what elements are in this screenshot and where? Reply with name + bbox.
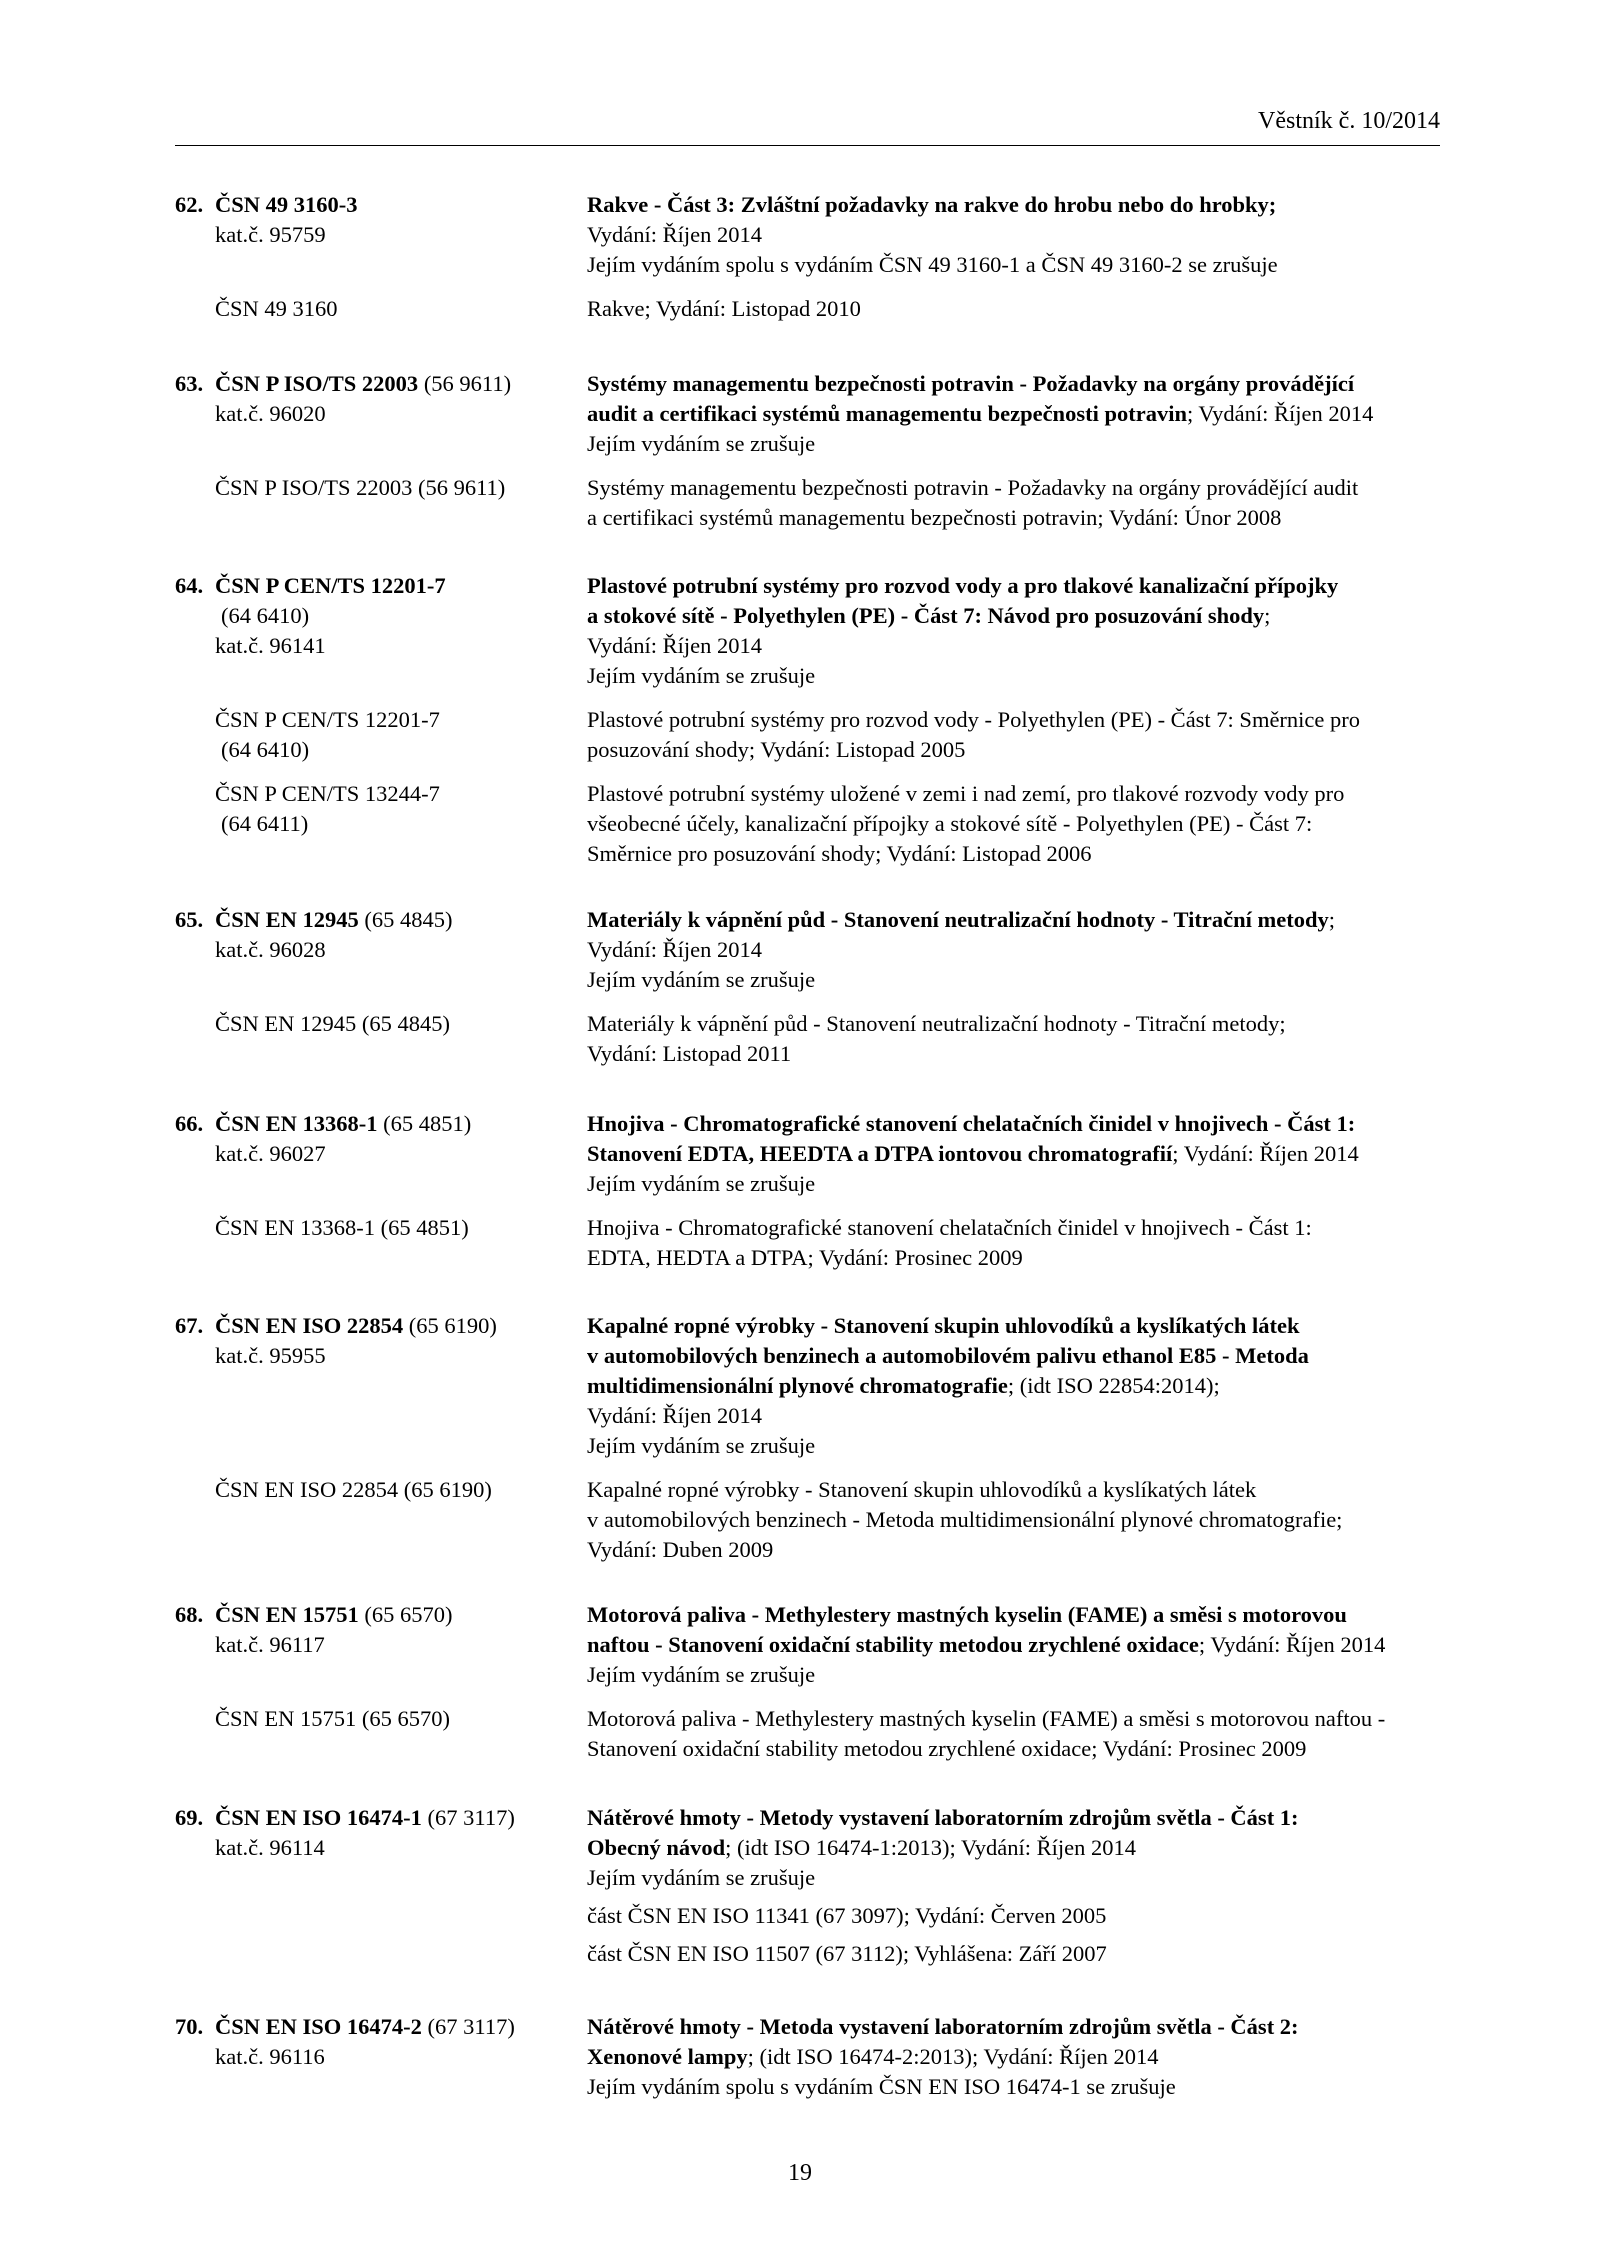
class-number: (67 3117) bbox=[421, 2014, 515, 2039]
entry-69 bbox=[175, 1803, 1440, 1969]
standard-code: ČSN EN 15751 bbox=[215, 1602, 359, 1627]
standard-title-line: multidimensionální plynové chromatografie bbox=[587, 1373, 1008, 1398]
replaced-code: ČSN EN 13368-1 (65 4851) bbox=[215, 1215, 469, 1240]
catalog-number: kat.č. 96141 bbox=[215, 633, 326, 658]
entry-number: 66. bbox=[175, 1111, 204, 1136]
replaced-code: ČSN EN ISO 22854 (65 6190) bbox=[215, 1477, 492, 1502]
entry-63 bbox=[175, 369, 1440, 533]
withdrawal-note: Jejím vydáním se zrušuje bbox=[587, 1662, 816, 1687]
standard-title-line: audit a certifikaci systémů managementu bezpečnosti potravin bbox=[587, 401, 1187, 426]
entry-number: 69. bbox=[175, 1805, 204, 1830]
withdrawal-note: Jejím vydáním se zrušuje bbox=[587, 431, 816, 456]
catalog-number: kat.č. 96114 bbox=[215, 1835, 325, 1860]
standard-code: ČSN EN 12945 bbox=[215, 907, 359, 932]
standard-title-line: Xenonové lampy bbox=[587, 2044, 748, 2069]
replaced-code: ČSN 49 3160 bbox=[215, 296, 338, 321]
entry-65 bbox=[175, 905, 1440, 1069]
issue-date: Vydání: Říjen 2014 bbox=[587, 222, 762, 247]
standard-code: ČSN EN ISO 16474-2 bbox=[215, 2014, 422, 2039]
catalog-number: kat.č. 96028 bbox=[215, 937, 326, 962]
standard-title-line: Obecný návod bbox=[587, 1835, 726, 1860]
standard-title-line: Kapalné ropné výrobky - Stanovení skupin uhlovodíků a kyslíkatých látek bbox=[587, 1313, 1300, 1338]
catalog-number: kat.č. 96117 bbox=[215, 1632, 325, 1657]
standard-title-line: Nátěrové hmoty - Metoda vystavení laboratorním zdrojům světla - Část 2: bbox=[587, 2014, 1299, 2039]
replaced-title-line: Vydání: Duben 2009 bbox=[587, 1537, 774, 1562]
withdrawal-note: Jejím vydáním se zrušuje bbox=[587, 663, 816, 688]
replaced-part: část ČSN EN ISO 11507 (67 3112); Vyhlášena: Září 2007 bbox=[587, 1941, 1107, 1966]
replaced-title-line: Materiály k vápnění půd - Stanovení neutralizační hodnoty - Titrační metody; bbox=[587, 1011, 1286, 1036]
class-number: (65 4845) bbox=[358, 907, 453, 932]
standard-title-line: Systémy managementu bezpečnosti potravin - Požadavky na orgány provádějící bbox=[587, 371, 1355, 396]
entry-64 bbox=[175, 571, 1440, 869]
entry-67 bbox=[175, 1311, 1440, 1565]
replaced-title-line: všeobecné účely, kanalizační přípojky a stokové sítě - Polyethylen (PE) - Část 7: bbox=[587, 811, 1313, 836]
entry-number: 64. bbox=[175, 573, 204, 598]
replaced-title-line: Motorová paliva - Methylestery mastných kyselin (FAME) a směsi s motorovou naftou - bbox=[587, 1706, 1386, 1731]
replaced-title-line: Systémy managementu bezpečnosti potravin - Požadavky na orgány provádějící audit bbox=[587, 475, 1359, 500]
entry-62 bbox=[175, 190, 1440, 324]
catalog-number: kat.č. 95759 bbox=[215, 222, 326, 247]
catalog-number: kat.č. 96116 bbox=[215, 2044, 325, 2069]
replaced-title-line: Plastové potrubní systémy uložené v zemi i nad zemí, pro tlakové rozvody vody pro bbox=[587, 781, 1345, 806]
replaced-class-number: (64 6411) bbox=[221, 811, 309, 836]
page-number: 19 bbox=[788, 2160, 812, 2186]
standard-title-line: a stokové sítě - Polyethylen (PE) - Část 7: Návod pro posuzování shody bbox=[587, 603, 1265, 628]
standard-title-line: Materiály k vápnění půd - Stanovení neutralizační hodnoty - Titrační metody bbox=[587, 907, 1329, 932]
standard-title-line: Motorová paliva - Methylestery mastných kyselin (FAME) a směsi s motorovou bbox=[587, 1602, 1347, 1627]
standard-title: Rakve - Část 3: Zvláštní požadavky na rakve do hrobu nebo do hrobky; bbox=[587, 192, 1277, 217]
issue-date: Vydání: Říjen 2014 bbox=[587, 1403, 762, 1428]
replaced-title-line: Plastové potrubní systémy pro rozvod vody - Polyethylen (PE) - Část 7: Směrnice pro bbox=[587, 707, 1361, 732]
journal-header: Věstník č. 10/2014 bbox=[1258, 108, 1440, 134]
title-tail: ; (idt ISO 22854:2014); bbox=[1007, 1373, 1220, 1398]
withdrawal-note: Jejím vydáním se zrušuje bbox=[587, 1865, 816, 1890]
replaced-code: ČSN EN 15751 (65 6570) bbox=[215, 1706, 450, 1731]
class-number: (64 6410) bbox=[221, 603, 310, 628]
class-number: (65 6570) bbox=[358, 1602, 453, 1627]
catalog-number: kat.č. 96027 bbox=[215, 1141, 326, 1166]
issue-date: ; Vydání: Říjen 2014 bbox=[1172, 1141, 1359, 1166]
replaced-class-number: (64 6410) bbox=[221, 737, 310, 762]
replaced-title-line: posuzování shody; Vydání: Listopad 2005 bbox=[587, 737, 966, 762]
replaced-title-line: Vydání: Listopad 2011 bbox=[587, 1041, 792, 1066]
replaced-title: Rakve; Vydání: Listopad 2010 bbox=[587, 296, 861, 321]
replaced-title-line: v automobilových benzinech - Metoda multidimensionální plynové chromatografie; bbox=[587, 1507, 1343, 1532]
withdrawal-note: Jejím vydáním spolu s vydáním ČSN EN ISO 16474-1 se zrušuje bbox=[587, 2074, 1176, 2099]
replaced-title-line: EDTA, HEDTA a DTPA; Vydání: Prosinec 2009 bbox=[587, 1245, 1023, 1270]
standard-title-line: Plastové potrubní systémy pro rozvod vody a pro tlakové kanalizační přípojky bbox=[587, 573, 1339, 598]
issue-date: ; (idt ISO 16474-2:2013); Vydání: Říjen 2014 bbox=[747, 2044, 1159, 2069]
replaced-code: ČSN P ISO/TS 22003 (56 9611) bbox=[215, 475, 506, 500]
replaced-title-line: Hnojiva - Chromatografické stanovení chelatačních činidel v hnojivech - Část 1: bbox=[587, 1215, 1312, 1240]
class-number: (56 9611) bbox=[418, 371, 512, 396]
replaced-code: ČSN P CEN/TS 12201-7 bbox=[215, 707, 440, 732]
catalog-number: kat.č. 95955 bbox=[215, 1343, 326, 1368]
standard-title-line: Stanovení EDTA, HEEDTA a DTPA iontovou chromatografií bbox=[587, 1141, 1173, 1166]
entry-number: 65. bbox=[175, 907, 204, 932]
entry-70 bbox=[175, 2012, 1440, 2102]
withdrawal-note: Jejím vydáním se zrušuje bbox=[587, 1171, 816, 1196]
replaced-code: ČSN P CEN/TS 13244-7 bbox=[215, 781, 440, 806]
entry-number: 62. bbox=[175, 192, 204, 217]
class-number: (65 4851) bbox=[377, 1111, 472, 1136]
replaced-title-line: Stanovení oxidační stability metodou zrychlené oxidace; Vydání: Prosinec 2009 bbox=[587, 1736, 1307, 1761]
standard-code: ČSN EN ISO 16474-1 bbox=[215, 1805, 422, 1830]
class-number: (67 3117) bbox=[421, 1805, 515, 1830]
issue-date: Vydání: Říjen 2014 bbox=[587, 937, 762, 962]
standard-code: ČSN EN ISO 22854 bbox=[215, 1313, 404, 1338]
title-tail: ; bbox=[1264, 603, 1271, 628]
entry-66 bbox=[175, 1109, 1440, 1273]
issue-date: Vydání: Říjen 2014 bbox=[587, 633, 762, 658]
entry-number: 63. bbox=[175, 371, 204, 396]
catalog-number: kat.č. 96020 bbox=[215, 401, 326, 426]
class-number: (65 6190) bbox=[403, 1313, 497, 1338]
replaced-title-line: a certifikaci systémů managementu bezpečnosti potravin; Vydání: Únor 2008 bbox=[587, 505, 1282, 530]
title-tail: ; bbox=[1328, 907, 1335, 932]
standard-code: ČSN P CEN/TS 12201-7 bbox=[215, 573, 446, 598]
issue-date: ; Vydání: Říjen 2014 bbox=[1198, 1632, 1386, 1657]
replaced-title-line: Kapalné ropné výrobky - Stanovení skupin uhlovodíků a kyslíkatých látek bbox=[587, 1477, 1257, 1502]
entry-number: 68. bbox=[175, 1602, 204, 1627]
standard-title-line: Nátěrové hmoty - Metody vystavení laboratorním zdrojům světla - Část 1: bbox=[587, 1805, 1299, 1830]
entry-number: 70. bbox=[175, 2014, 204, 2039]
standard-code: ČSN 49 3160-3 bbox=[215, 192, 358, 217]
withdrawal-note: Jejím vydáním spolu s vydáním ČSN 49 3160-1 a ČSN 49 3160-2 se zrušuje bbox=[587, 252, 1278, 277]
standard-title-line: naftou - Stanovení oxidační stability metodou zrychlené oxidace bbox=[587, 1632, 1199, 1657]
issue-date: ; (idt ISO 16474-1:2013); Vydání: Říjen 2014 bbox=[725, 1835, 1136, 1860]
standard-code: ČSN EN 13368-1 bbox=[215, 1111, 378, 1136]
withdrawal-note: Jejím vydáním se zrušuje bbox=[587, 967, 816, 992]
entry-number: 67. bbox=[175, 1313, 204, 1338]
standard-title-line: v automobilových benzinech a automobilovém palivu ethanol E85 - Metoda bbox=[587, 1343, 1309, 1368]
standard-code: ČSN P ISO/TS 22003 bbox=[215, 371, 419, 396]
header-rule bbox=[175, 145, 1440, 146]
standard-title-line: Hnojiva - Chromatografické stanovení chelatačních činidel v hnojivech - Část 1: bbox=[587, 1111, 1356, 1136]
replaced-code: ČSN EN 12945 (65 4845) bbox=[215, 1011, 450, 1036]
entry-68 bbox=[175, 1600, 1440, 1764]
replaced-title-line: Směrnice pro posuzování shody; Vydání: Listopad 2006 bbox=[587, 841, 1092, 866]
replaced-part: část ČSN EN ISO 11341 (67 3097); Vydání: Červen 2005 bbox=[587, 1903, 1107, 1928]
issue-date: ; Vydání: Říjen 2014 bbox=[1186, 401, 1374, 426]
withdrawal-note: Jejím vydáním se zrušuje bbox=[587, 1433, 816, 1458]
